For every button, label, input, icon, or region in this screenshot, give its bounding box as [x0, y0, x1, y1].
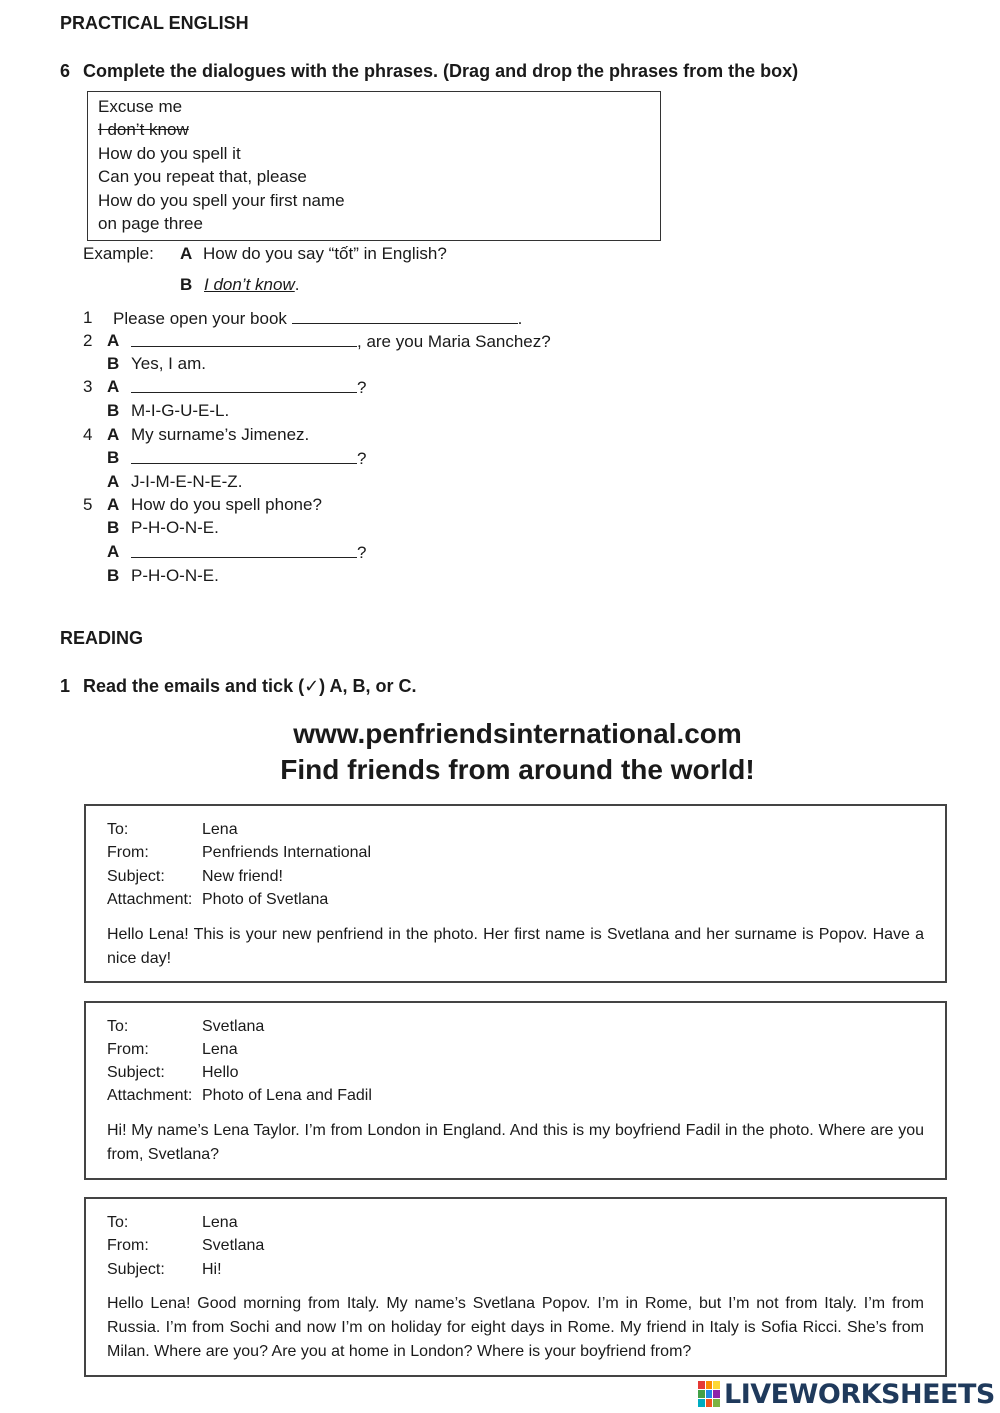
item-1-blank[interactable] [292, 308, 518, 324]
email-2-attachment-label: Attachment: [107, 1087, 193, 1104]
logo-mark-square [713, 1390, 720, 1398]
email-2-attachment: Photo of Lena and Fadil [202, 1087, 372, 1104]
example-speaker-a: A [180, 244, 193, 263]
item-2-speaker-b: B [107, 354, 120, 373]
item-3-qmark: ? [357, 378, 367, 397]
email-2-to: Svetlana [202, 1018, 265, 1035]
item-5-blank[interactable] [131, 542, 357, 558]
example-answer-line [204, 275, 299, 295]
item-2-speaker-a: A [107, 331, 120, 350]
phrase-on-page-three[interactable]: on page three [98, 214, 203, 233]
item-5-line [131, 542, 366, 563]
item-5-number: 5 [83, 495, 93, 514]
item-5-speaker-a: A [107, 495, 120, 514]
logo-mark-icon [698, 1381, 720, 1407]
email-2-from-label: From: [107, 1041, 149, 1058]
item-4-qmark: ? [357, 449, 367, 468]
exercise-6-number: 6 [60, 61, 71, 81]
logo-mark-square [698, 1381, 705, 1389]
logo-mark-square [713, 1381, 720, 1389]
email-1-to-label: To: [107, 821, 129, 838]
item-5-b-text: P-H-O-N-E. [131, 518, 219, 537]
logo-mark-square [706, 1399, 713, 1407]
email-2-subject-label: Subject: [107, 1064, 165, 1081]
section-title-practical-english: PRACTICAL ENGLISH [60, 13, 249, 33]
item-5-qmark: ? [357, 543, 367, 562]
item-2-b-text: Yes, I am. [131, 354, 206, 373]
item-1-text: Please open your book [113, 309, 287, 328]
reading-1-number: 1 [60, 676, 71, 696]
logo-mark-square [706, 1381, 713, 1389]
email-1-to: Lena [202, 821, 238, 838]
email-1-subject: New friend! [202, 868, 283, 885]
item-2-line [131, 331, 551, 352]
logo-text: LIVEWORKSHEETS [724, 1378, 995, 1410]
phrase-box [87, 91, 661, 241]
email-3-to: Lena [202, 1214, 238, 1231]
item-3-line [131, 377, 366, 398]
logo-mark-square [698, 1390, 705, 1398]
exercise-6-instruction: Complete the dialogues with the phrases. (Drag and drop the phrases from the box) [83, 61, 799, 81]
item-2-text: , are you Maria Sanchez? [357, 332, 551, 351]
phrase-can-you-repeat[interactable]: Can you repeat that, please [98, 167, 307, 186]
phrase-excuse-me[interactable]: Excuse me [98, 97, 183, 116]
email-3-body: Hello Lena! Good morning from Italy. My name’s Svetlana Popov. I’m in Rome, but I’m not from Italy. I’m from Russia. I’m from Sochi and now I’m on holiday for eight days in Rome. My friend in Italy is Sofia Ricci. She’s from Milan. Where are you? Are you at home in London? Where is your boyfriend from? [107, 1295, 924, 1360]
item-5-speaker-a2: A [107, 542, 120, 561]
item-5-speaker-b2: B [107, 566, 120, 585]
email-1-from: Penfriends International [202, 844, 371, 861]
item-1-line [113, 308, 522, 329]
example-question: How do you say “tốt” in English? [203, 244, 447, 263]
email-1-attachment: Photo of Svetlana [202, 891, 329, 908]
section-title-reading: READING [60, 628, 144, 648]
email-2-from: Lena [202, 1041, 238, 1058]
example-speaker-b: B [180, 275, 193, 294]
phrase-spell-first-name[interactable]: How do you spell your first name [98, 191, 345, 210]
item-2-number: 2 [83, 331, 93, 350]
logo-mark-square [698, 1399, 705, 1407]
phrase-how-do-you-spell-it[interactable]: How do you spell it [98, 144, 241, 163]
email-3-from-label: From: [107, 1237, 149, 1254]
item-4-speaker-a: A [107, 425, 120, 444]
site-url: www.penfriendsinternational.com [293, 718, 742, 749]
liveworksheets-logo[interactable] [698, 1378, 995, 1410]
item-4-speaker-b: B [107, 448, 120, 467]
item-3-speaker-a: A [107, 377, 120, 396]
item-3-blank[interactable] [131, 377, 357, 393]
email-3-subject-label: Subject: [107, 1261, 165, 1278]
item-4-a-text: My surname’s Jimenez. [131, 425, 310, 444]
example-answer: I don’t know [204, 275, 295, 294]
email-3-to-label: To: [107, 1214, 129, 1231]
phrase-i-dont-know: I don’t know [98, 120, 189, 139]
item-4-line [131, 448, 366, 469]
site-tagline: Find friends from around the world! [280, 754, 755, 785]
item-5-speaker-b: B [107, 518, 120, 537]
item-3-number: 3 [83, 377, 93, 396]
item-4-blank[interactable] [131, 448, 357, 464]
email-1-subject-label: Subject: [107, 868, 165, 885]
item-1-period: . [517, 309, 523, 328]
item-4-speaker-a2: A [107, 472, 120, 491]
email-card-1 [84, 804, 947, 983]
email-card-3 [84, 1197, 947, 1377]
item-3-speaker-b: B [107, 401, 120, 420]
example-label: Example: [83, 244, 154, 263]
email-2-to-label: To: [107, 1018, 129, 1035]
logo-mark-square [706, 1390, 713, 1398]
item-5-b2-text: P-H-O-N-E. [131, 566, 219, 585]
item-4-number: 4 [83, 425, 93, 444]
email-2-subject: Hello [202, 1064, 239, 1081]
email-1-attachment-label: Attachment: [107, 891, 193, 908]
logo-mark-square [713, 1399, 720, 1407]
item-1-number: 1 [83, 308, 93, 327]
item-2-blank[interactable] [131, 331, 357, 347]
email-card-2 [84, 1001, 947, 1180]
example-answer-period: . [294, 275, 300, 294]
email-2-body: Hi! My name’s Lena Taylor. I’m from London in England. And this is my boyfriend Fadil in the photo. Where are you from, Svetlana? [107, 1122, 924, 1163]
item-4-a2-text: J-I-M-E-N-E-Z. [131, 472, 243, 491]
email-1-from-label: From: [107, 844, 149, 861]
reading-1-instruction: Read the emails and tick (✓) A, B, or C. [83, 676, 417, 696]
email-3-subject: Hi! [202, 1261, 222, 1278]
email-1-body: Hello Lena! This is your new penfriend in the photo. Her first name is Svetlana and her surname is Popov. Have a nice day! [107, 926, 924, 967]
item-5-a-text: How do you spell phone? [131, 495, 322, 514]
item-3-b-text: M-I-G-U-E-L. [131, 401, 230, 420]
email-3-from: Svetlana [202, 1237, 265, 1254]
